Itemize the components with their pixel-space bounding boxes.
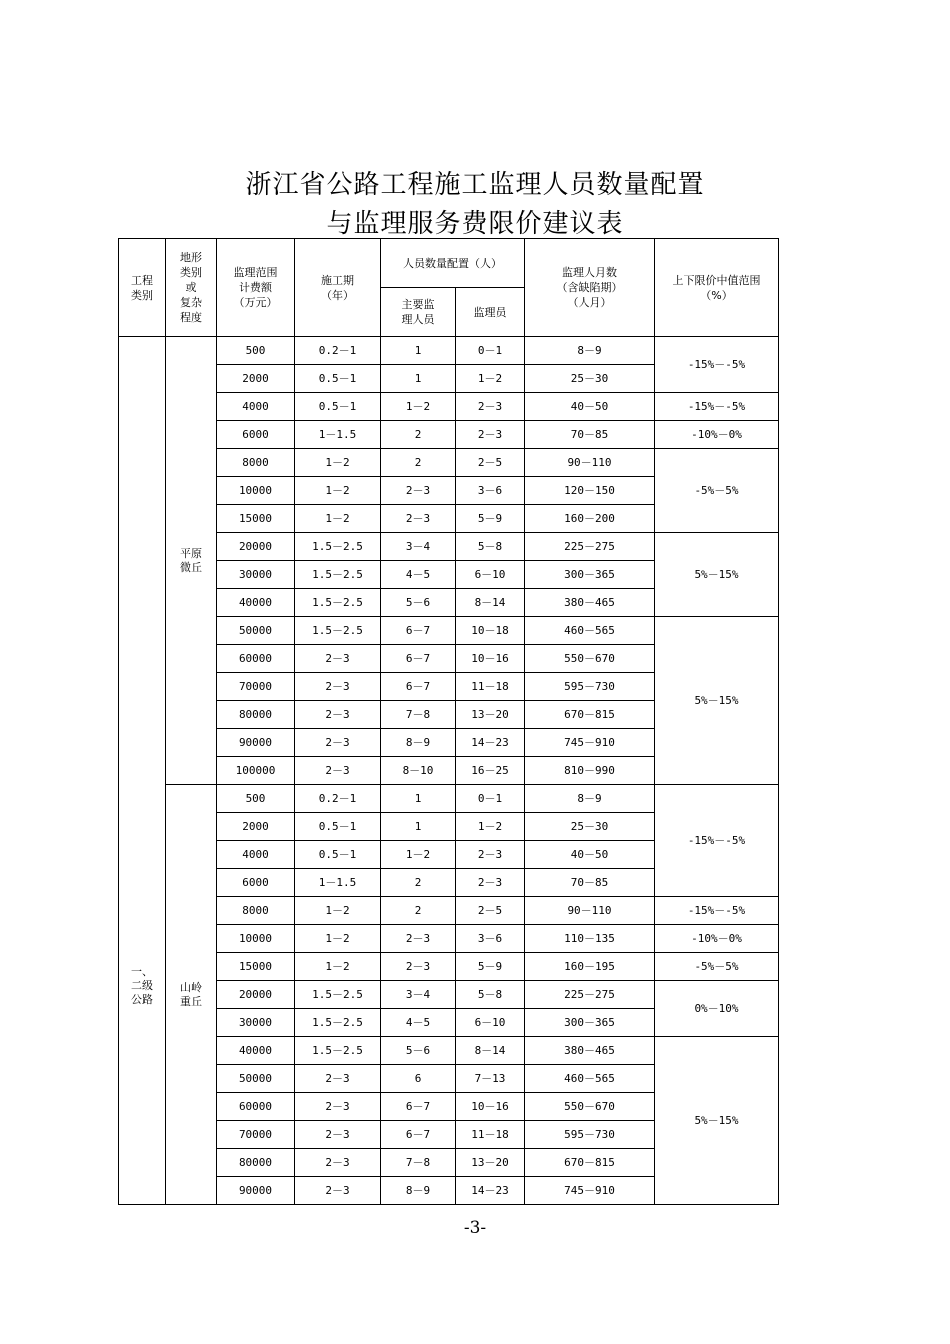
fee-cell: 2000	[217, 813, 295, 841]
person-months-cell: 550－670	[525, 645, 655, 673]
terrain-cell-hill: 山岭 重丘	[166, 785, 217, 1205]
supervisor-cell: 2－3	[456, 869, 525, 897]
person-months-cell: 745－910	[525, 729, 655, 757]
period-cell: 1.5－2.5	[295, 1009, 381, 1037]
table-row	[119, 337, 779, 365]
period-cell: 2－3	[295, 1065, 381, 1093]
main-staff-cell: 1－2	[381, 841, 456, 869]
fee-cell: 40000	[217, 1037, 295, 1065]
price-range-cell: -15%－-5%	[655, 337, 779, 393]
supervisor-cell: 10－16	[456, 1093, 525, 1121]
main-staff-cell: 3－4	[381, 981, 456, 1009]
supervisor-cell: 8－14	[456, 589, 525, 617]
main-staff-cell: 7－8	[381, 1149, 456, 1177]
fee-cell: 10000	[217, 925, 295, 953]
fee-cell: 20000	[217, 533, 295, 561]
fee-cell: 10000	[217, 477, 295, 505]
fee-cell: 90000	[217, 729, 295, 757]
supervisor-cell: 3－6	[456, 925, 525, 953]
supervisor-cell: 10－16	[456, 645, 525, 673]
header-staffing: 人员数量配置（人）	[381, 239, 525, 288]
person-months-cell: 40－50	[525, 841, 655, 869]
period-cell: 0.2－1	[295, 785, 381, 813]
price-range-cell: -5%－5%	[655, 449, 779, 533]
main-staff-cell: 1	[381, 337, 456, 365]
person-months-cell: 595－730	[525, 1121, 655, 1149]
fee-cell: 50000	[217, 1065, 295, 1093]
main-staff-cell: 6－7	[381, 1093, 456, 1121]
main-staff-cell: 6－7	[381, 645, 456, 673]
main-staff-cell: 1	[381, 813, 456, 841]
supervisor-cell: 2－3	[456, 393, 525, 421]
fee-cell: 100000	[217, 757, 295, 785]
supervisor-cell: 0－1	[456, 785, 525, 813]
main-staff-cell: 5－6	[381, 1037, 456, 1065]
period-cell: 2－3	[295, 1093, 381, 1121]
table-row	[119, 981, 779, 1009]
main-staff-cell: 1	[381, 785, 456, 813]
period-cell: 1.5－2.5	[295, 617, 381, 645]
supervisor-cell: 8－14	[456, 1037, 525, 1065]
person-months-cell: 745－910	[525, 1177, 655, 1205]
price-range-cell: -15%－-5%	[655, 393, 779, 421]
supervisor-cell: 14－23	[456, 1177, 525, 1205]
main-staff-cell: 2－3	[381, 505, 456, 533]
fee-cell: 500	[217, 337, 295, 365]
person-months-cell: 70－85	[525, 421, 655, 449]
period-cell: 1－2	[295, 897, 381, 925]
period-cell: 2－3	[295, 701, 381, 729]
supervisor-cell: 5－9	[456, 953, 525, 981]
person-months-cell: 810－990	[525, 757, 655, 785]
table-row	[119, 421, 779, 449]
person-months-cell: 225－275	[525, 981, 655, 1009]
person-months-cell: 160－200	[525, 505, 655, 533]
person-months-cell: 380－465	[525, 589, 655, 617]
supervisor-cell: 11－18	[456, 1121, 525, 1149]
main-staff-cell: 6－7	[381, 617, 456, 645]
person-months-cell: 25－30	[525, 813, 655, 841]
person-months-cell: 670－815	[525, 1149, 655, 1177]
person-months-cell: 595－730	[525, 673, 655, 701]
fee-cell: 40000	[217, 589, 295, 617]
price-range-cell: 5%－15%	[655, 533, 779, 617]
person-months-cell: 225－275	[525, 533, 655, 561]
fee-cell: 30000	[217, 1009, 295, 1037]
period-cell: 0.5－1	[295, 365, 381, 393]
main-staff-cell: 8－9	[381, 729, 456, 757]
price-range-cell: -10%－0%	[655, 925, 779, 953]
person-months-cell: 300－365	[525, 561, 655, 589]
period-cell: 2－3	[295, 1121, 381, 1149]
supervisor-cell: 14－23	[456, 729, 525, 757]
supervisor-cell: 0－1	[456, 337, 525, 365]
supervisor-cell: 2－5	[456, 897, 525, 925]
person-months-cell: 40－50	[525, 393, 655, 421]
fee-cell: 60000	[217, 645, 295, 673]
main-staff-cell: 5－6	[381, 589, 456, 617]
fee-cell: 15000	[217, 953, 295, 981]
main-staff-cell: 4－5	[381, 1009, 456, 1037]
period-cell: 1－2	[295, 477, 381, 505]
supervisor-cell: 1－2	[456, 813, 525, 841]
fee-cell: 90000	[217, 1177, 295, 1205]
document-title-line-2: 与监理服务费限价建议表	[326, 209, 624, 239]
person-months-cell: 8－9	[525, 337, 655, 365]
price-range-cell: -5%－5%	[655, 953, 779, 981]
table-row	[119, 897, 779, 925]
main-staff-cell: 2－3	[381, 477, 456, 505]
table-row	[119, 785, 779, 813]
header-fee-range: 监理范围 计费额 （万元）	[217, 239, 295, 337]
terrain-cell-plain: 平原 微丘	[166, 337, 217, 785]
supervisor-cell: 11－18	[456, 673, 525, 701]
page-number: -3-	[463, 1218, 487, 1238]
main-staff-cell: 6－7	[381, 673, 456, 701]
person-months-cell: 110－135	[525, 925, 655, 953]
main-staff-cell: 7－8	[381, 701, 456, 729]
fee-cell: 6000	[217, 421, 295, 449]
supervisor-cell: 2－3	[456, 421, 525, 449]
fee-cell: 70000	[217, 673, 295, 701]
supervisor-cell: 5－9	[456, 505, 525, 533]
period-cell: 2－3	[295, 1177, 381, 1205]
person-months-cell: 460－565	[525, 617, 655, 645]
main-staff-cell: 2	[381, 869, 456, 897]
fee-cell: 2000	[217, 365, 295, 393]
main-staff-cell: 2	[381, 421, 456, 449]
period-cell: 1.5－2.5	[295, 1037, 381, 1065]
period-cell: 1.5－2.5	[295, 561, 381, 589]
period-cell: 1－1.5	[295, 869, 381, 897]
supervisor-cell: 13－20	[456, 701, 525, 729]
main-staff-cell: 6－7	[381, 1121, 456, 1149]
supervisor-cell: 5－8	[456, 533, 525, 561]
fee-cell: 8000	[217, 449, 295, 477]
person-months-cell: 8－9	[525, 785, 655, 813]
main-staff-cell: 1	[381, 365, 456, 393]
period-cell: 0.5－1	[295, 841, 381, 869]
header-person-months: 监理人月数 （含缺陷期） （人月）	[525, 239, 655, 337]
header-price-range: 上下限价中值范围 （%）	[655, 239, 779, 337]
project-category-cell: 一、 二级 公路	[119, 337, 166, 1205]
fee-cell: 6000	[217, 869, 295, 897]
fee-cell: 20000	[217, 981, 295, 1009]
period-cell: 1－1.5	[295, 421, 381, 449]
period-cell: 1－2	[295, 953, 381, 981]
fee-cell: 8000	[217, 897, 295, 925]
supervisor-cell: 6－10	[456, 561, 525, 589]
person-months-cell: 380－465	[525, 1037, 655, 1065]
table-row	[119, 953, 779, 981]
period-cell: 2－3	[295, 645, 381, 673]
person-months-cell: 670－815	[525, 701, 655, 729]
supervisor-cell: 10－18	[456, 617, 525, 645]
price-range-cell: 0%－10%	[655, 981, 779, 1037]
supervisor-cell: 3－6	[456, 477, 525, 505]
supervisor-cell: 2－5	[456, 449, 525, 477]
table-row	[119, 1037, 779, 1065]
main-staff-cell: 1－2	[381, 393, 456, 421]
person-months-cell: 70－85	[525, 869, 655, 897]
fee-cell: 500	[217, 785, 295, 813]
staffing-fee-table	[118, 238, 779, 1205]
person-months-cell: 120－150	[525, 477, 655, 505]
price-range-cell: 5%－15%	[655, 617, 779, 785]
period-cell: 1.5－2.5	[295, 533, 381, 561]
fee-cell: 80000	[217, 701, 295, 729]
table-row	[119, 393, 779, 421]
person-months-cell: 160－195	[525, 953, 655, 981]
fee-cell: 30000	[217, 561, 295, 589]
price-range-cell: -15%－-5%	[655, 897, 779, 925]
fee-cell: 50000	[217, 617, 295, 645]
table-row	[119, 925, 779, 953]
price-range-cell: -10%－0%	[655, 421, 779, 449]
person-months-cell: 300－365	[525, 1009, 655, 1037]
supervisor-cell: 7－13	[456, 1065, 525, 1093]
price-range-cell: -15%－-5%	[655, 785, 779, 897]
main-staff-cell: 8－10	[381, 757, 456, 785]
header-project-category: 工程 类别	[119, 239, 166, 337]
supervisor-cell: 5－8	[456, 981, 525, 1009]
fee-cell: 4000	[217, 393, 295, 421]
table-row	[119, 449, 779, 477]
period-cell: 2－3	[295, 729, 381, 757]
period-cell: 2－3	[295, 673, 381, 701]
person-months-cell: 550－670	[525, 1093, 655, 1121]
period-cell: 0.5－1	[295, 813, 381, 841]
main-staff-cell: 2	[381, 897, 456, 925]
supervisor-cell: 2－3	[456, 841, 525, 869]
person-months-cell: 25－30	[525, 365, 655, 393]
period-cell: 1.5－2.5	[295, 981, 381, 1009]
main-staff-cell: 4－5	[381, 561, 456, 589]
header-period: 施工期 （年）	[295, 239, 381, 337]
fee-cell: 70000	[217, 1121, 295, 1149]
period-cell: 1－2	[295, 449, 381, 477]
person-months-cell: 90－110	[525, 897, 655, 925]
table-row	[119, 533, 779, 561]
supervisor-cell: 1－2	[456, 365, 525, 393]
period-cell: 1.5－2.5	[295, 589, 381, 617]
supervisor-cell: 6－10	[456, 1009, 525, 1037]
header-supervisor: 监理员	[456, 288, 525, 337]
period-cell: 0.5－1	[295, 393, 381, 421]
person-months-cell: 90－110	[525, 449, 655, 477]
fee-cell: 80000	[217, 1149, 295, 1177]
period-cell: 2－3	[295, 1149, 381, 1177]
main-staff-cell: 6	[381, 1065, 456, 1093]
period-cell: 1－2	[295, 925, 381, 953]
period-cell: 0.2－1	[295, 337, 381, 365]
table-row	[119, 617, 779, 645]
main-staff-cell: 2－3	[381, 925, 456, 953]
person-months-cell: 460－565	[525, 1065, 655, 1093]
main-staff-cell: 8－9	[381, 1177, 456, 1205]
period-cell: 2－3	[295, 757, 381, 785]
supervisor-cell: 16－25	[456, 757, 525, 785]
price-range-cell: 5%－15%	[655, 1037, 779, 1205]
main-staff-cell: 3－4	[381, 533, 456, 561]
document-title-line-1: 浙江省公路工程施工监理人员数量配置	[245, 170, 705, 200]
fee-cell: 60000	[217, 1093, 295, 1121]
header-terrain: 地形 类别 或 复杂 程度	[166, 239, 217, 337]
header-main-staff: 主要监 理人员	[381, 288, 456, 337]
supervisor-cell: 13－20	[456, 1149, 525, 1177]
period-cell: 1－2	[295, 505, 381, 533]
main-staff-cell: 2－3	[381, 953, 456, 981]
main-staff-cell: 2	[381, 449, 456, 477]
fee-cell: 4000	[217, 841, 295, 869]
fee-cell: 15000	[217, 505, 295, 533]
